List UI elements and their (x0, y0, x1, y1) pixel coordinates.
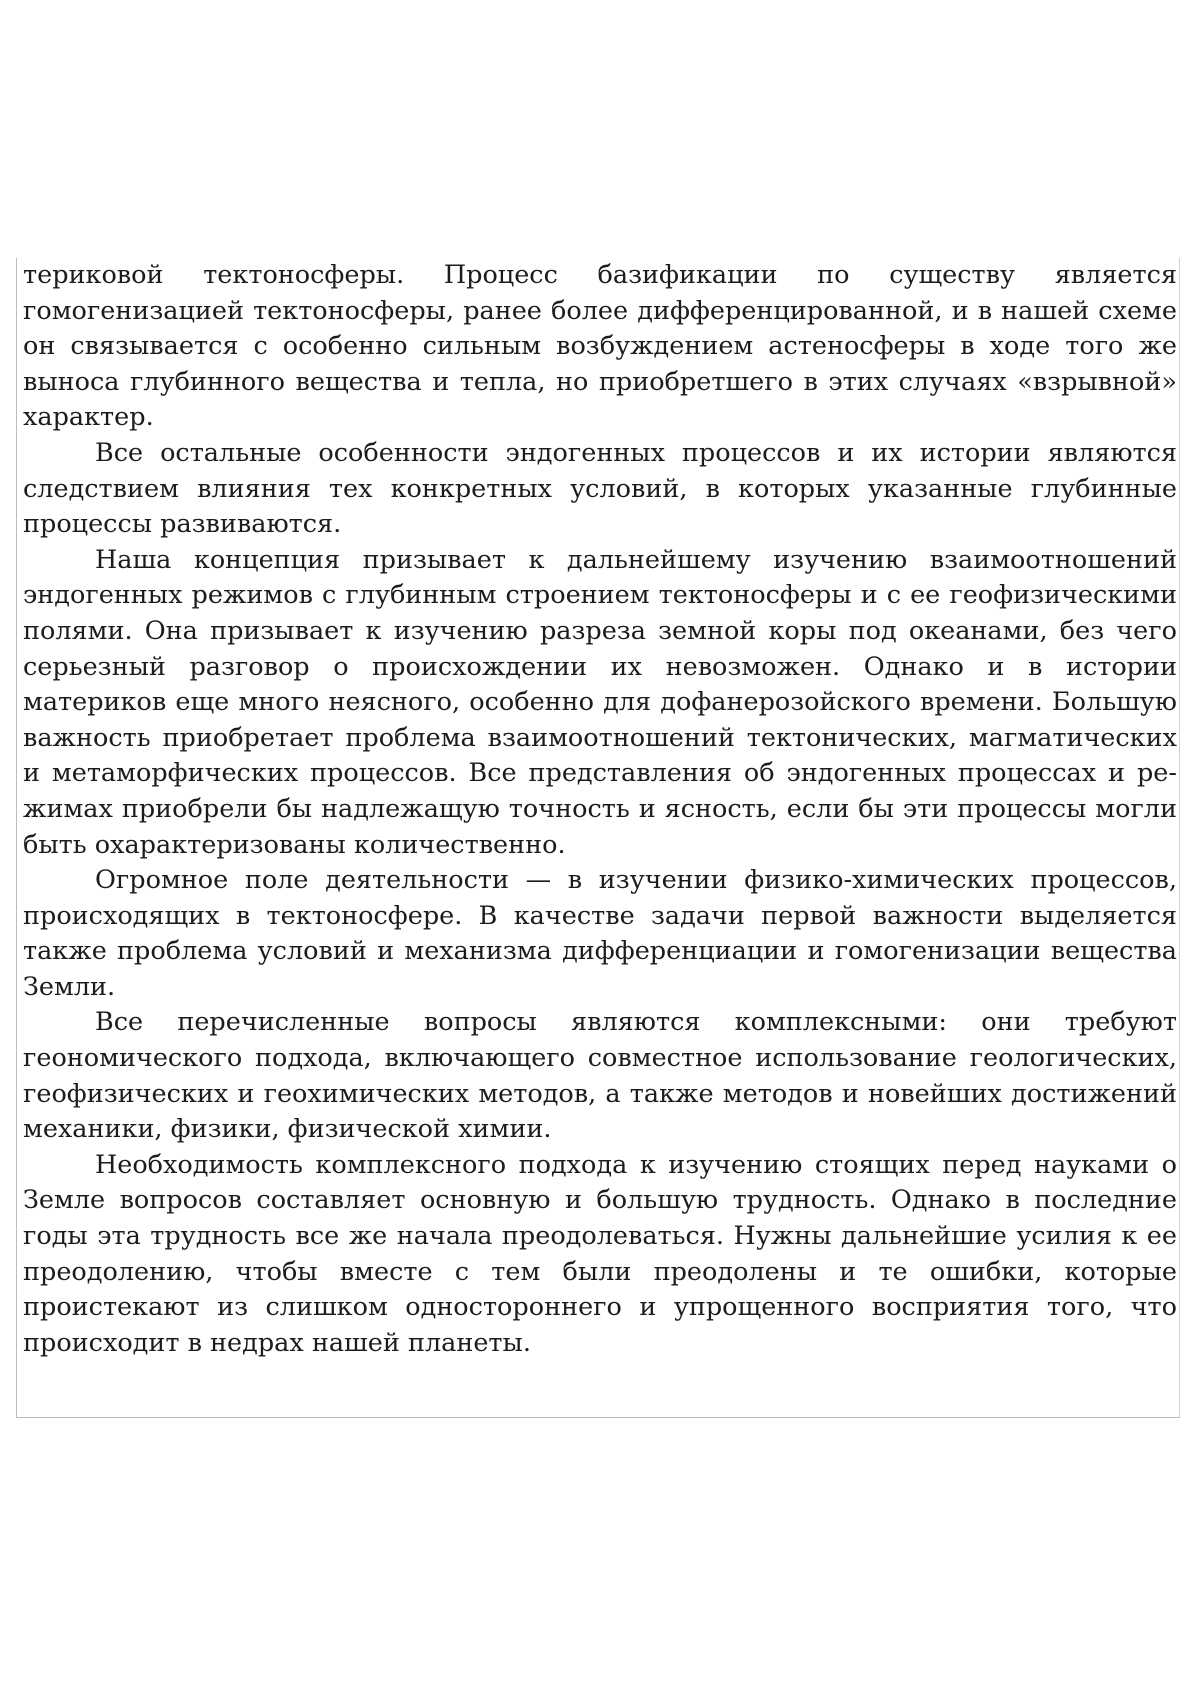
paragraph-continuation: териковой тектоносферы. Процесс базификации по существу является гомогенизацией тектоносферы, ранее более дифференцированной, и в нашей схеме он связывается с особенно сильным возбуждением астеносферы в ходе того же выноса глубинного вещества и тепла, но приобретшего в этих случаях «взрывной» характер. (23, 260, 1177, 433)
paragraph-endogenous-features: Все остальные особенности эндогенных процессов и их истории являются следствием влияния тех конкретных условий, в которых указанные глубинные процессы развиваются. (23, 437, 1177, 540)
page-scan (16, 258, 1180, 1418)
text-block (23, 258, 1177, 1361)
paragraph-physico-chemical: Огромное поле деятельности — в изучении физико-химических процессов, происходящих в тектоносфере. В качестве задачи первой важности выделяется также проблема условий и механизма дифференциации и гомогенизации вещества Земли. (23, 865, 1177, 1002)
paragraph-complex-approach: Необходимость комплексного подхода к изучению стоящих перед науками о Земле вопросов составляет основную и большую трудность. Однако в последние годы эта трудность все же начала преодолеваться. Нужны дальнейшие усилия к ее преодолению, чтобы вместе с тем были преодолены и те ошибки, которые проистекают из слишком одностороннего и упрощенного восприятия того, что происходит в недрах нашей планеты. (23, 1149, 1177, 1358)
paragraph-concept: Наша концепция призывает к дальнейшему изучению взаимоотношений эндогенных режимов с глубинным строением тектоносферы и с ее геофизическими полями. Она призывает к изучению разреза земной коры под океанами, без чего серьезный разговор о происхождении их невозможен. Однако и в истории материков еще много неясного, особенно для дофанерозойского времени. Большую важность приобретает проблема взаимоотношений тектонических, магматических и метаморфических процессов. Все представления об эндогенных процессах и режимах приобрели бы надлежащую точность и ясность, если бы эти процессы могли быть охарактеризованы количественно. (23, 544, 1177, 860)
paragraph-complex-questions: Все перечисленные вопросы являются комплексными: они требуют геономического подхода, включающего совместное использование геологических, геофизических и геохимических методов, а также методов и новейших достижений механики, физики, физической химии. (23, 1007, 1177, 1145)
